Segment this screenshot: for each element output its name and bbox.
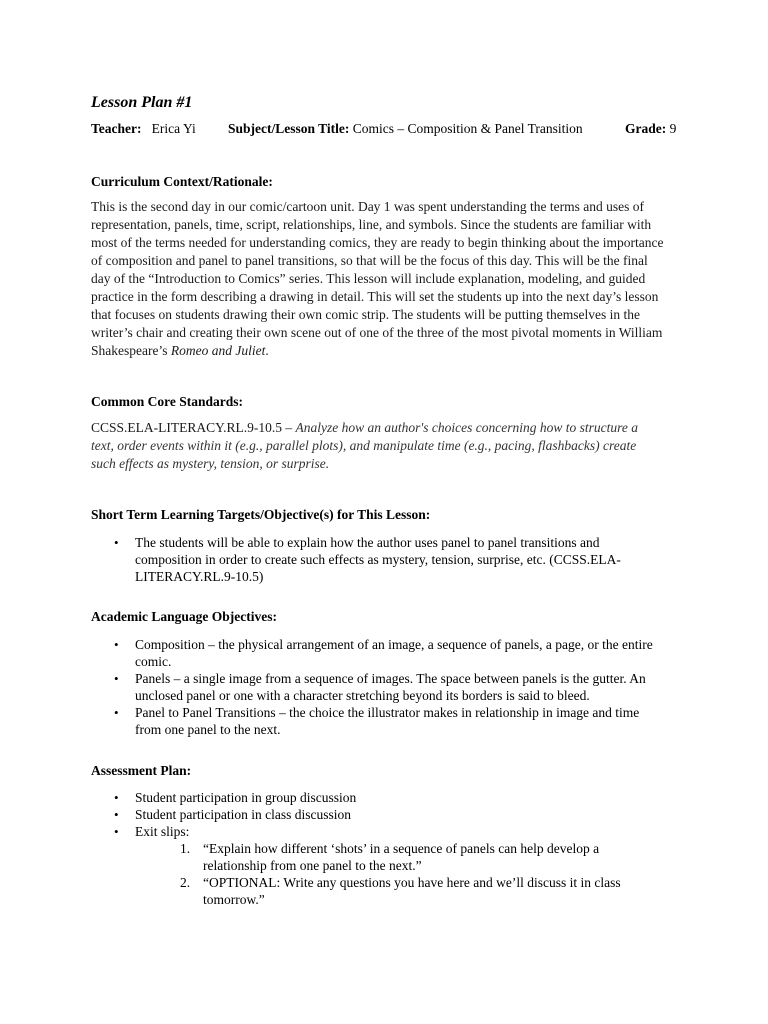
standards-paragraph bbox=[91, 419, 687, 473]
list-item: 2. “OPTIONAL: Write any questions you have here and we’ll discuss it in class tomorrow.” bbox=[180, 875, 621, 907]
bullet-icon: • bbox=[114, 637, 119, 652]
standards-line-1 bbox=[91, 419, 687, 437]
teacher-name: Erica Yi bbox=[151, 121, 196, 136]
grade-field bbox=[625, 121, 676, 137]
assessment-heading: Assessment Plan: bbox=[91, 763, 192, 778]
teacher-label: Teacher: bbox=[91, 121, 142, 136]
last-line-prefix: Shakespeare’s bbox=[91, 343, 171, 358]
grade-label: Grade: bbox=[625, 121, 667, 136]
exit-slips-list bbox=[180, 840, 640, 908]
bullet-icon: • bbox=[114, 824, 119, 839]
curriculum-line: This is the second day in our comic/cartoon unit. Day 1 was spent understanding the terms and uses of bbox=[91, 199, 645, 214]
standard-text: Analyze how an author's choices concerning how to structure a bbox=[295, 420, 638, 435]
list-item: • Composition – the physical arrangement of an image, a sequence of panels, a page, or the entire comic. bbox=[114, 637, 653, 669]
language-list bbox=[112, 636, 672, 738]
list-item: • Student participation in group discussion bbox=[114, 790, 357, 805]
list-item: • Exit slips: bbox=[114, 824, 190, 839]
bullet-icon: • bbox=[114, 671, 119, 686]
subject-title: Comics – Composition & Panel Transition bbox=[352, 121, 583, 136]
bullet-icon: • bbox=[114, 535, 119, 550]
teacher-field bbox=[91, 121, 196, 137]
grade-value: 9 bbox=[669, 121, 677, 136]
curriculum-line: practice in the form describing a drawing in detail. This will set the students up into the next day’s lesson bbox=[91, 289, 659, 304]
play-title: Romeo and Juliet bbox=[170, 343, 266, 358]
curriculum-line: that focuses on students drawing their own comic strip. The students will be putting themselves in the bbox=[91, 307, 641, 322]
standard-code: CCSS.ELA-LITERACY.RL.9-10.5 – bbox=[91, 420, 296, 435]
subject-label: Subject/Lesson Title: bbox=[228, 121, 350, 136]
bullet-icon: • bbox=[114, 790, 119, 805]
curriculum-heading: Curriculum Context/Rationale: bbox=[91, 174, 273, 189]
standards-line-3: such effects as mystery, tension, or surprise. bbox=[91, 456, 330, 471]
last-line-suffix: . bbox=[265, 343, 269, 358]
curriculum-line: day of the “Introduction to Comics” series. This lesson will include explanation, modeling, and guided bbox=[91, 271, 646, 286]
document-title: Lesson Plan #1 bbox=[91, 94, 193, 111]
targets-list bbox=[112, 534, 672, 585]
assessment-list bbox=[112, 789, 672, 840]
item-number: 1. bbox=[180, 841, 191, 856]
targets-heading: Short Term Learning Targets/Objective(s) for This Lesson: bbox=[91, 507, 431, 522]
item-number: 2. bbox=[180, 875, 191, 890]
bullet-icon: • bbox=[114, 705, 119, 720]
language-heading: Academic Language Objectives: bbox=[91, 609, 277, 624]
subject-field bbox=[228, 121, 583, 137]
standards-heading: Common Core Standards: bbox=[91, 394, 244, 409]
list-item: • The students will be able to explain how the author uses panel to panel transitions and composition in order to create such effects as mystery, tension, surprise, etc. (CCSS.ELA- LITERACY.RL.9-10.5) bbox=[114, 535, 621, 584]
list-item: 1. “Explain how different ‘shots’ in a sequence of panels can help develop a relationship from one panel to the next.” bbox=[180, 841, 600, 873]
curriculum-line: writer’s chair and creating their own scene out of one of the three of the most pivotal moments in William bbox=[91, 325, 663, 340]
curriculum-line: most of the terms needed for understanding comics, they are ready to begin thinking about the importance bbox=[91, 235, 664, 250]
curriculum-paragraph bbox=[91, 198, 687, 360]
list-item: • Panels – a single image from a sequence of images. The space between panels is the gutter. An unclosed panel or one with a character stretching beyond its borders is said to bleed. bbox=[114, 671, 646, 703]
bullet-icon: • bbox=[114, 807, 119, 822]
curriculum-last-line bbox=[91, 342, 687, 360]
standards-line-2: text, order events within it (e.g., parallel plots), and manipulate time (e.g., pacing, flashbacks) create bbox=[91, 438, 637, 453]
list-item: • Student participation in class discussion bbox=[114, 807, 351, 822]
curriculum-line: representation, panels, time, script, relationships, line, and symbols. Since the students are familiar with bbox=[91, 217, 652, 232]
list-item: • Panel to Panel Transitions – the choice the illustrator makes in relationship in image and time from one panel to the next. bbox=[114, 705, 640, 737]
curriculum-line: of composition and panel to panel transitions, so that will be the focus of this day. This will be the final bbox=[91, 253, 648, 268]
